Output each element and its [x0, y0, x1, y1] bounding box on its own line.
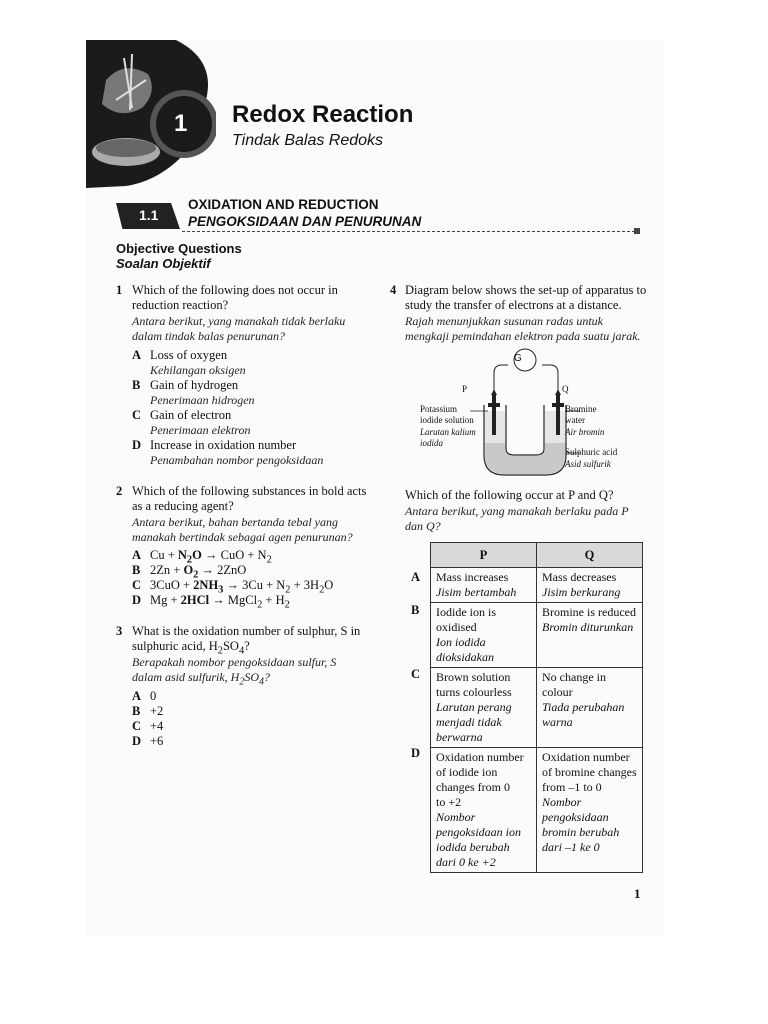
q3-option-c-text: +4: [150, 719, 164, 733]
chapter-title: Redox Reaction: [232, 101, 414, 128]
q3-text-line1: What is the oxidation number of sulphur, S in: [132, 624, 361, 638]
q2-ital-line2: manakah bertindak sebagai agen penurunan?: [132, 530, 353, 544]
section-subtitle: PENGOKSIDAAN DAN PENURUNAN: [188, 214, 422, 229]
q4-ital-line1: Rajah menunjukkan susunan radas untuk: [405, 314, 603, 328]
q2-option-d-letter: D: [132, 593, 142, 607]
q3-option-d-text: +6: [150, 734, 164, 748]
q4-text-line1: Diagram below shows the set-up of apparatus to: [405, 283, 647, 297]
page-number: 1: [634, 886, 641, 901]
q4-ask: Which of the following occur at P and Q?: [405, 488, 614, 502]
q2-option-d-equation: Mg + 2HCl → MgCl$_2$ + $H_2$: [150, 593, 290, 611]
q1-number: 1: [116, 283, 123, 297]
cell-a-p: Mass increases Jisim bertambah: [431, 568, 537, 603]
q2-number: 2: [116, 484, 123, 498]
q3-option-b-text: +2: [150, 704, 164, 718]
q4-text-line2: study the transfer of electrons at a distance.: [405, 298, 622, 312]
table-row: [431, 603, 643, 668]
q2-option-a-letter: A: [132, 548, 142, 562]
galvanometer-label: G: [514, 353, 522, 364]
q2-option-c-equation: $3CuO + 2NH_3 \to 3Cu + N_2 + 3H_2O$: [150, 578, 334, 596]
label-air-bromin: Air bromin: [565, 427, 605, 437]
q1-option-c-text: Gain of electron: [150, 408, 232, 422]
q1-option-b-ital: Penerimaan hidrogen: [150, 393, 255, 407]
q3-text-line2: sulphuric acid, $H_2SO_4$?: [132, 639, 250, 657]
q4-ital-line2: mengkaji pemindahan elektron pada suatu jarak.: [405, 329, 641, 343]
q3-option-a-letter: A: [132, 689, 142, 703]
cell-d-q: Oxidation number of bromine changes from –1 to 0 Nombor pengoksidaan bromin berubah dari –1 ke 0: [537, 748, 643, 873]
objective-title: Objective Questions: [116, 241, 242, 256]
section-rule-end: [634, 228, 640, 234]
q3-option-c-letter: C: [132, 719, 142, 733]
cell-c-q: No change in colour Tiada perubahan warna: [537, 668, 643, 748]
q1-option-a-text: Loss of oxygen: [150, 348, 228, 362]
q3-option-a-text: 0: [150, 689, 157, 703]
q1-text-line2: reduction reaction?: [132, 298, 229, 312]
q1-ital-line1: Antara berikut, yang manakah tidak berlaku: [132, 314, 346, 328]
q3-option-d-letter: D: [132, 734, 142, 748]
label-sulphuric-acid: Sulphuric acid: [565, 447, 618, 457]
apparatus-diagram: [470, 345, 580, 480]
label-q: Q: [562, 384, 569, 394]
q1-option-c-letter: C: [132, 408, 142, 422]
q4-number: 4: [390, 283, 397, 297]
section-title: OXIDATION AND REDUCTION: [188, 197, 379, 212]
answer-table: [430, 542, 643, 873]
objective-subtitle: Soalan Objektif: [116, 256, 211, 271]
header-q: Q: [537, 543, 643, 568]
q2-option-c-letter: C: [132, 578, 142, 592]
q3-option-b-letter: B: [132, 704, 141, 718]
q1-text-line1: Which of the following does not occur in: [132, 283, 338, 297]
chapter-number: 1: [174, 110, 188, 137]
label-p: P: [462, 384, 468, 394]
q1-option-d-letter: D: [132, 438, 142, 452]
row-a-label: A: [411, 570, 421, 584]
q3-ital-line1: Berapakah nombor pengoksidaan sulfur, S: [132, 655, 337, 669]
cell-b-q: Bromine is reduced Bromin diturunkan: [537, 603, 643, 668]
cell-c-p: Brown solution turns colourless Larutan perang menjadi tidak berwarna: [431, 668, 537, 748]
q1-option-a-letter: A: [132, 348, 142, 362]
row-d-label: D: [411, 746, 421, 760]
header-p: P: [431, 543, 537, 568]
q1-option-c-ital: Penerimaan elektron: [150, 423, 251, 437]
q3-ital-line2: dalam asid sulfurik, $H_2SO_4$?: [132, 670, 271, 688]
table-row: [431, 668, 643, 748]
chapter-header-art: [86, 40, 216, 188]
q1-option-b-letter: B: [132, 378, 141, 392]
cell-a-q: Mass decreases Jisim berkurang: [537, 568, 643, 603]
q2-text-line2: as a reducing agent?: [132, 499, 234, 513]
q3-number: 3: [116, 624, 123, 638]
q4-ask-ital-line2: dan Q?: [405, 519, 441, 533]
label-kalium-iodida: Larutan kalium iodida: [420, 427, 476, 448]
q1-ital-line2: dalam tindak balas penurunan?: [132, 329, 285, 343]
q2-option-b-equation: $2Zn + O_2 \to 2ZnO$: [150, 563, 247, 581]
section-rule: [182, 231, 640, 232]
q2-ital-line1: Antara berikut, bahan bertanda tebal yang: [132, 515, 338, 529]
q2-text-line1: Which of the following substances in bold acts: [132, 484, 367, 498]
q1-option-d-ital: Penambahan nombor pengoksidaan: [150, 453, 324, 467]
q2-option-a-equation: $Cu + N_2O$ → CuO + $N_2$: [150, 548, 272, 566]
chapter-subtitle: Tindak Balas Redoks: [232, 132, 384, 149]
cell-b-p: Iodide ion is oxidised Ion iodida dioksidakan: [431, 603, 537, 668]
cell-d-p: Oxidation number of iodide ion changes from 0 to +2 Nombor pengoksidaan ion iodida berubah dari 0 ke +2: [431, 748, 537, 873]
q2-option-b-letter: B: [132, 563, 141, 577]
q4-ask-ital-line1: Antara berikut, yang manakah berlaku pada P: [405, 504, 629, 518]
row-c-label: C: [411, 667, 421, 681]
q1-option-d-text: Increase in oxidation number: [150, 438, 297, 452]
q1-option-b-text: Gain of hydrogen: [150, 378, 239, 392]
label-asid-sulfurik: Asid sulfurik: [565, 459, 611, 469]
row-b-label: B: [411, 603, 420, 617]
q1-option-a-ital: Kehilangan oksigen: [150, 363, 246, 377]
section-number: 1.1: [139, 207, 159, 223]
label-bromine-water: Bromine water: [565, 404, 597, 425]
table-row: [431, 568, 643, 603]
label-potassium-iodide: Potassium iodide solution: [420, 404, 474, 425]
table-row: [431, 748, 643, 873]
table-header-row: [431, 543, 643, 568]
